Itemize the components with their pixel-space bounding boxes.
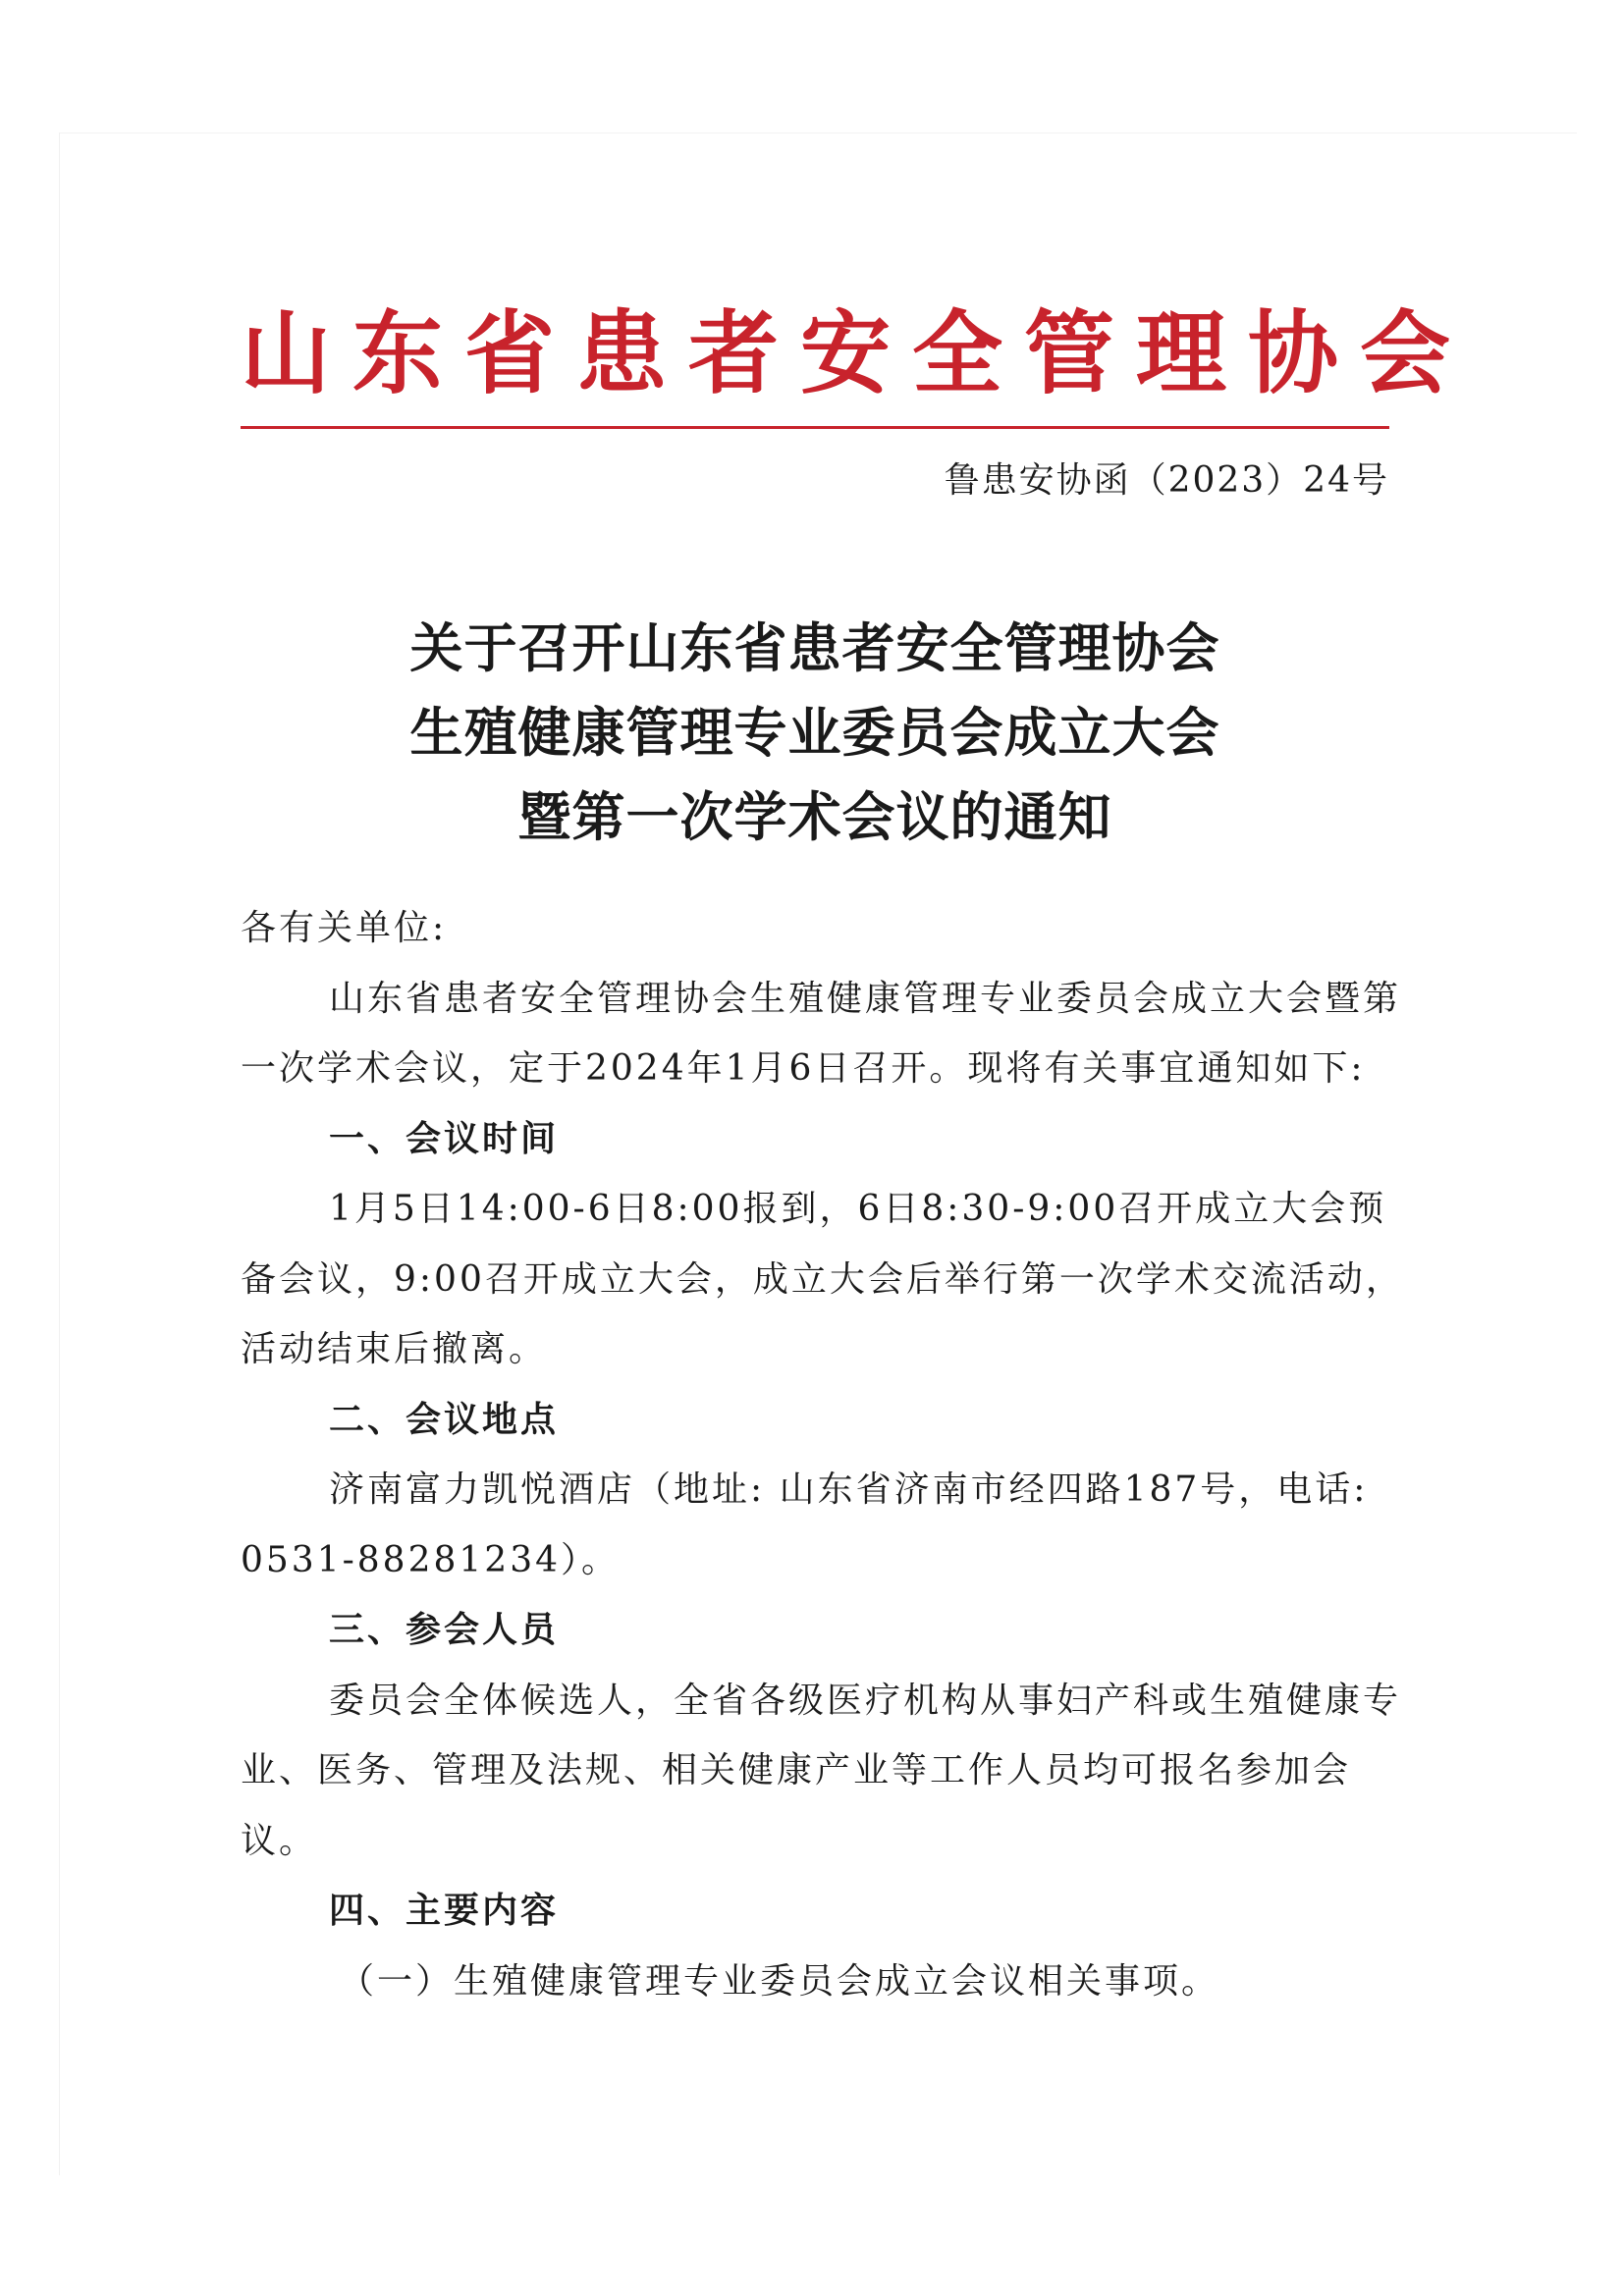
section-heading-location: 二、会议地点 [329,1399,560,1440]
document-number: 鲁患安协函（2023）24号 [944,460,1389,501]
title-line-2: 生殖健康管理专业委员会成立大会 [409,702,1220,764]
section-text-location: 济南富力凯悦酒店（地址: 山东省济南市经四路187号，电话: 0531-88281234）。 [241,1469,1369,1580]
title-line-3: 暨第一次学术会议的通知 [517,786,1112,848]
notice-body [241,893,1419,2016]
section-heading-time: 一、会议时间 [329,1118,560,1159]
notice-title [241,607,1389,860]
section-text-time: 1月5日14:00-6日8:00报到，6日8:30-9:00召开成立大会预备会议，9:00召开成立大会，成立大会后举行第一次学术交流活动，活动结束后撤离。 [241,1189,1404,1369]
content-item-1: （一）生殖健康管理专业委员会成立会议相关事项。 [339,1960,1220,2002]
section-heading-attendees: 三、参会人员 [329,1610,560,1650]
section-heading-content: 四、主要内容 [329,1891,560,1931]
intro-paragraph: 山东省患者安全管理协会生殖健康管理专业委员会成立大会暨第一次学术会议，定于2024年1月6日召开。现将有关事宜通知如下: [241,978,1402,1089]
letterhead-red-rule [241,426,1389,429]
letterhead-organization: 山东省患者安全管理协会 [241,300,1473,406]
section-text-attendees: 委员会全体候选人，全省各级医疗机构从事妇产科或生殖健康专业、医务、管理及法规、相关健康产业等工作人员均可报名参加会议。 [241,1680,1402,1861]
title-line-1: 关于召开山东省患者安全管理协会 [409,617,1220,679]
salutation: 各有关单位: [241,908,448,948]
